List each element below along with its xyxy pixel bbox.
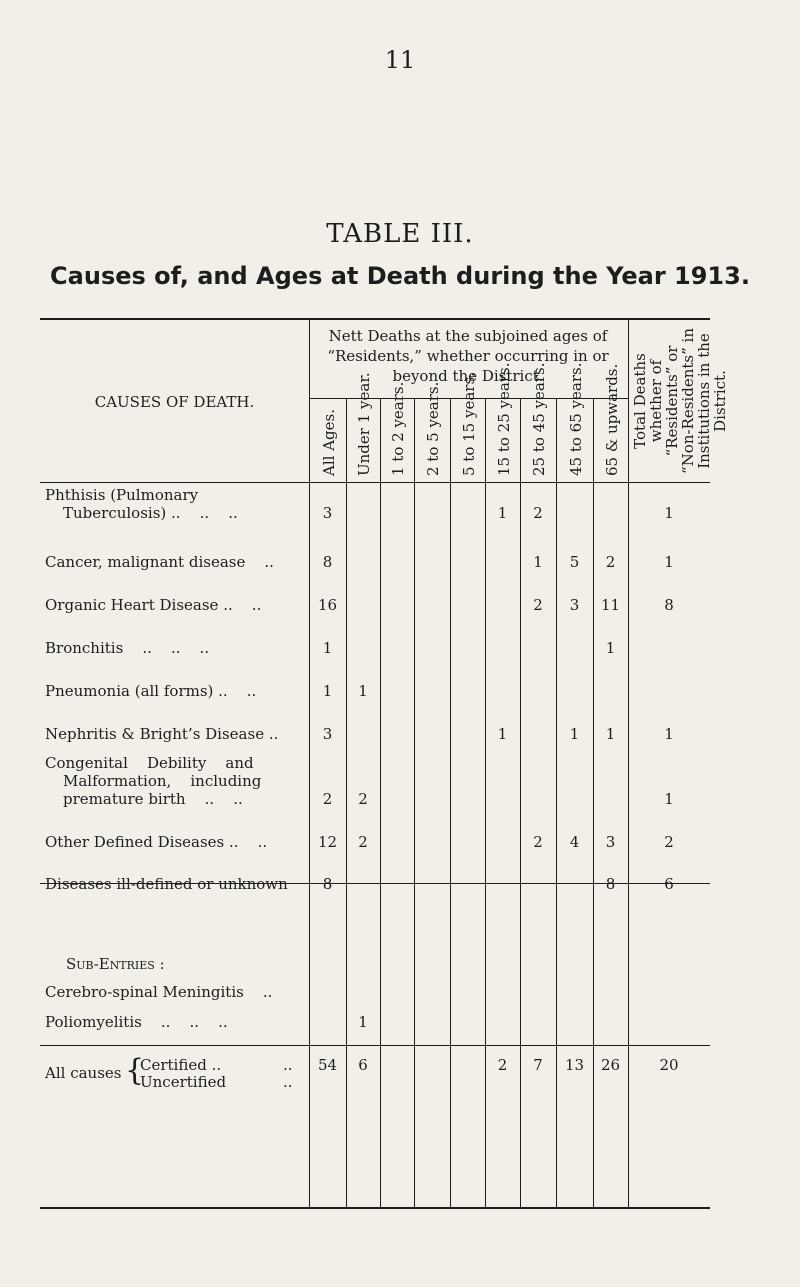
cause-label: Congenital Debility and bbox=[45, 754, 254, 772]
cause-row-value: 1 bbox=[605, 725, 616, 743]
cause-row-value: 12 bbox=[317, 833, 338, 851]
age-column-header: 2 to 5 years. bbox=[424, 381, 442, 476]
cause-row-value: 1 bbox=[664, 790, 674, 808]
cause-label: Tuberculosis) .. .. .. bbox=[63, 504, 238, 522]
all-causes-row-value: 13 bbox=[564, 1056, 585, 1074]
cause-row-value: 8 bbox=[605, 875, 616, 893]
cause-label: Diseases ill-defined or unknown bbox=[45, 875, 288, 893]
certified-label: Certified .. bbox=[140, 1056, 222, 1074]
cause-label: Pneumonia (all forms) .. .. bbox=[45, 682, 257, 700]
cause-row-value: 2 bbox=[664, 833, 674, 851]
sub-entry-label: Poliomyelitis .. .. .. bbox=[45, 1013, 228, 1031]
table-title: TABLE III. bbox=[326, 219, 474, 249]
age-column-header: 25 to 45 years. bbox=[530, 362, 548, 476]
cause-row-value: 2 bbox=[533, 504, 543, 522]
cause-row-value: 5 bbox=[569, 553, 580, 571]
all-causes-row-value: 26 bbox=[600, 1056, 621, 1074]
cause-label: Malformation, including bbox=[63, 772, 262, 790]
all-causes-rule bbox=[40, 1045, 710, 1046]
cause-label: Other Defined Diseases .. .. bbox=[45, 833, 268, 851]
cause-row-value: 1 bbox=[322, 682, 333, 700]
mortality-table bbox=[38, 318, 729, 1208]
cause-row-value: 1 bbox=[497, 725, 508, 743]
cause-row-value: 2 bbox=[358, 833, 368, 851]
all-causes-brace: { bbox=[125, 1053, 145, 1088]
age-column-header: 45 to 65 years. bbox=[566, 362, 585, 476]
cause-row-value: 1 bbox=[605, 639, 616, 657]
table-top-rule bbox=[40, 318, 710, 320]
age-column-header: 5 to 15 years. bbox=[459, 372, 478, 476]
all-causes-row-value: 6 bbox=[358, 1056, 368, 1074]
cause-row-value: 6 bbox=[664, 875, 674, 893]
uncertified-dots: .. bbox=[283, 1073, 293, 1091]
header-bottom-rule bbox=[40, 482, 710, 483]
total-deaths-header: Total Deaths whether of “Residents” or “Non-Residents” in Institutions in the District. bbox=[631, 328, 729, 474]
cause-row-value: 2 bbox=[322, 790, 333, 808]
cause-label: Phthisis (Pulmonary bbox=[45, 486, 199, 504]
cause-row-value: 8 bbox=[322, 553, 333, 571]
causes-header: CAUSES OF DEATH. bbox=[94, 393, 255, 411]
cause-row-value: 1 bbox=[664, 504, 674, 522]
cause-row-value: 4 bbox=[569, 833, 580, 851]
all-causes-row-value: 54 bbox=[317, 1056, 338, 1074]
all-causes-row-value: 7 bbox=[533, 1056, 543, 1074]
cause-row-value: 1 bbox=[664, 553, 674, 571]
cause-label: Organic Heart Disease .. .. bbox=[45, 596, 262, 614]
cause-row-value: 16 bbox=[317, 596, 338, 614]
age-column-header: 65 & upwards. bbox=[602, 363, 621, 476]
cause-row-value: 3 bbox=[569, 596, 580, 614]
cause-row-value: 2 bbox=[605, 553, 616, 571]
cause-row-value: 2 bbox=[533, 596, 543, 614]
cause-row-value: 2 bbox=[358, 790, 368, 808]
cause-row-value: 3 bbox=[322, 504, 333, 522]
cause-label: Cancer, malignant disease .. bbox=[45, 553, 274, 571]
cause-row-value: 1 bbox=[664, 725, 674, 743]
certified-dots: .. bbox=[283, 1056, 293, 1074]
nett-deaths-header: Nett Deaths at the subjoined ages of “Residents,” whether occurring in or beyond the District. bbox=[327, 327, 609, 385]
all-causes-row-value: 20 bbox=[659, 1056, 679, 1074]
cause-row-value: 1 bbox=[533, 553, 543, 571]
age-column-rule bbox=[593, 398, 594, 1207]
cause-label: Bronchitis .. .. .. bbox=[45, 639, 210, 657]
sub-entries-heading: Sub-Entries : bbox=[66, 955, 165, 973]
cause-label: Nephritis & Bright’s Disease .. bbox=[45, 725, 279, 743]
age-column-header: Under 1 year. bbox=[355, 372, 373, 476]
age-column-rule bbox=[450, 398, 451, 1207]
sub-entry-row-value: 1 bbox=[358, 1013, 368, 1031]
sub-entry-label: Cerebro-spinal Meningitis .. bbox=[45, 983, 273, 1001]
total-column-rule bbox=[628, 318, 629, 1207]
causes-column-rule bbox=[309, 318, 310, 1207]
cause-row-value: 11 bbox=[600, 596, 621, 614]
cause-row-value: 1 bbox=[569, 725, 580, 743]
cause-row-value: 2 bbox=[533, 833, 543, 851]
cause-row-value: 1 bbox=[322, 639, 333, 657]
uncertified-label: Uncertified bbox=[140, 1073, 227, 1091]
cause-row-value: 8 bbox=[322, 875, 333, 893]
page-number: 11 bbox=[384, 46, 416, 74]
age-column-rule bbox=[414, 398, 415, 1207]
all-causes-row-value: 2 bbox=[497, 1056, 508, 1074]
age-column-header: All Ages. bbox=[319, 409, 338, 476]
cause-row-value: 8 bbox=[664, 596, 674, 614]
age-column-header: 15 to 25 years. bbox=[494, 362, 513, 476]
cause-row-value: 1 bbox=[497, 504, 508, 522]
table-subtitle: Causes of, and Ages at Death during the Year 1913. bbox=[50, 262, 750, 290]
table-bottom-rule bbox=[40, 1207, 710, 1209]
all-causes-label: All causes bbox=[45, 1064, 122, 1082]
cause-row-value: 3 bbox=[605, 833, 616, 851]
cause-row-value: 1 bbox=[358, 682, 368, 700]
age-column-header: 1 to 2 years. bbox=[389, 381, 407, 476]
cause-row-value: 3 bbox=[322, 725, 333, 743]
cause-label: premature birth .. .. bbox=[63, 790, 243, 808]
